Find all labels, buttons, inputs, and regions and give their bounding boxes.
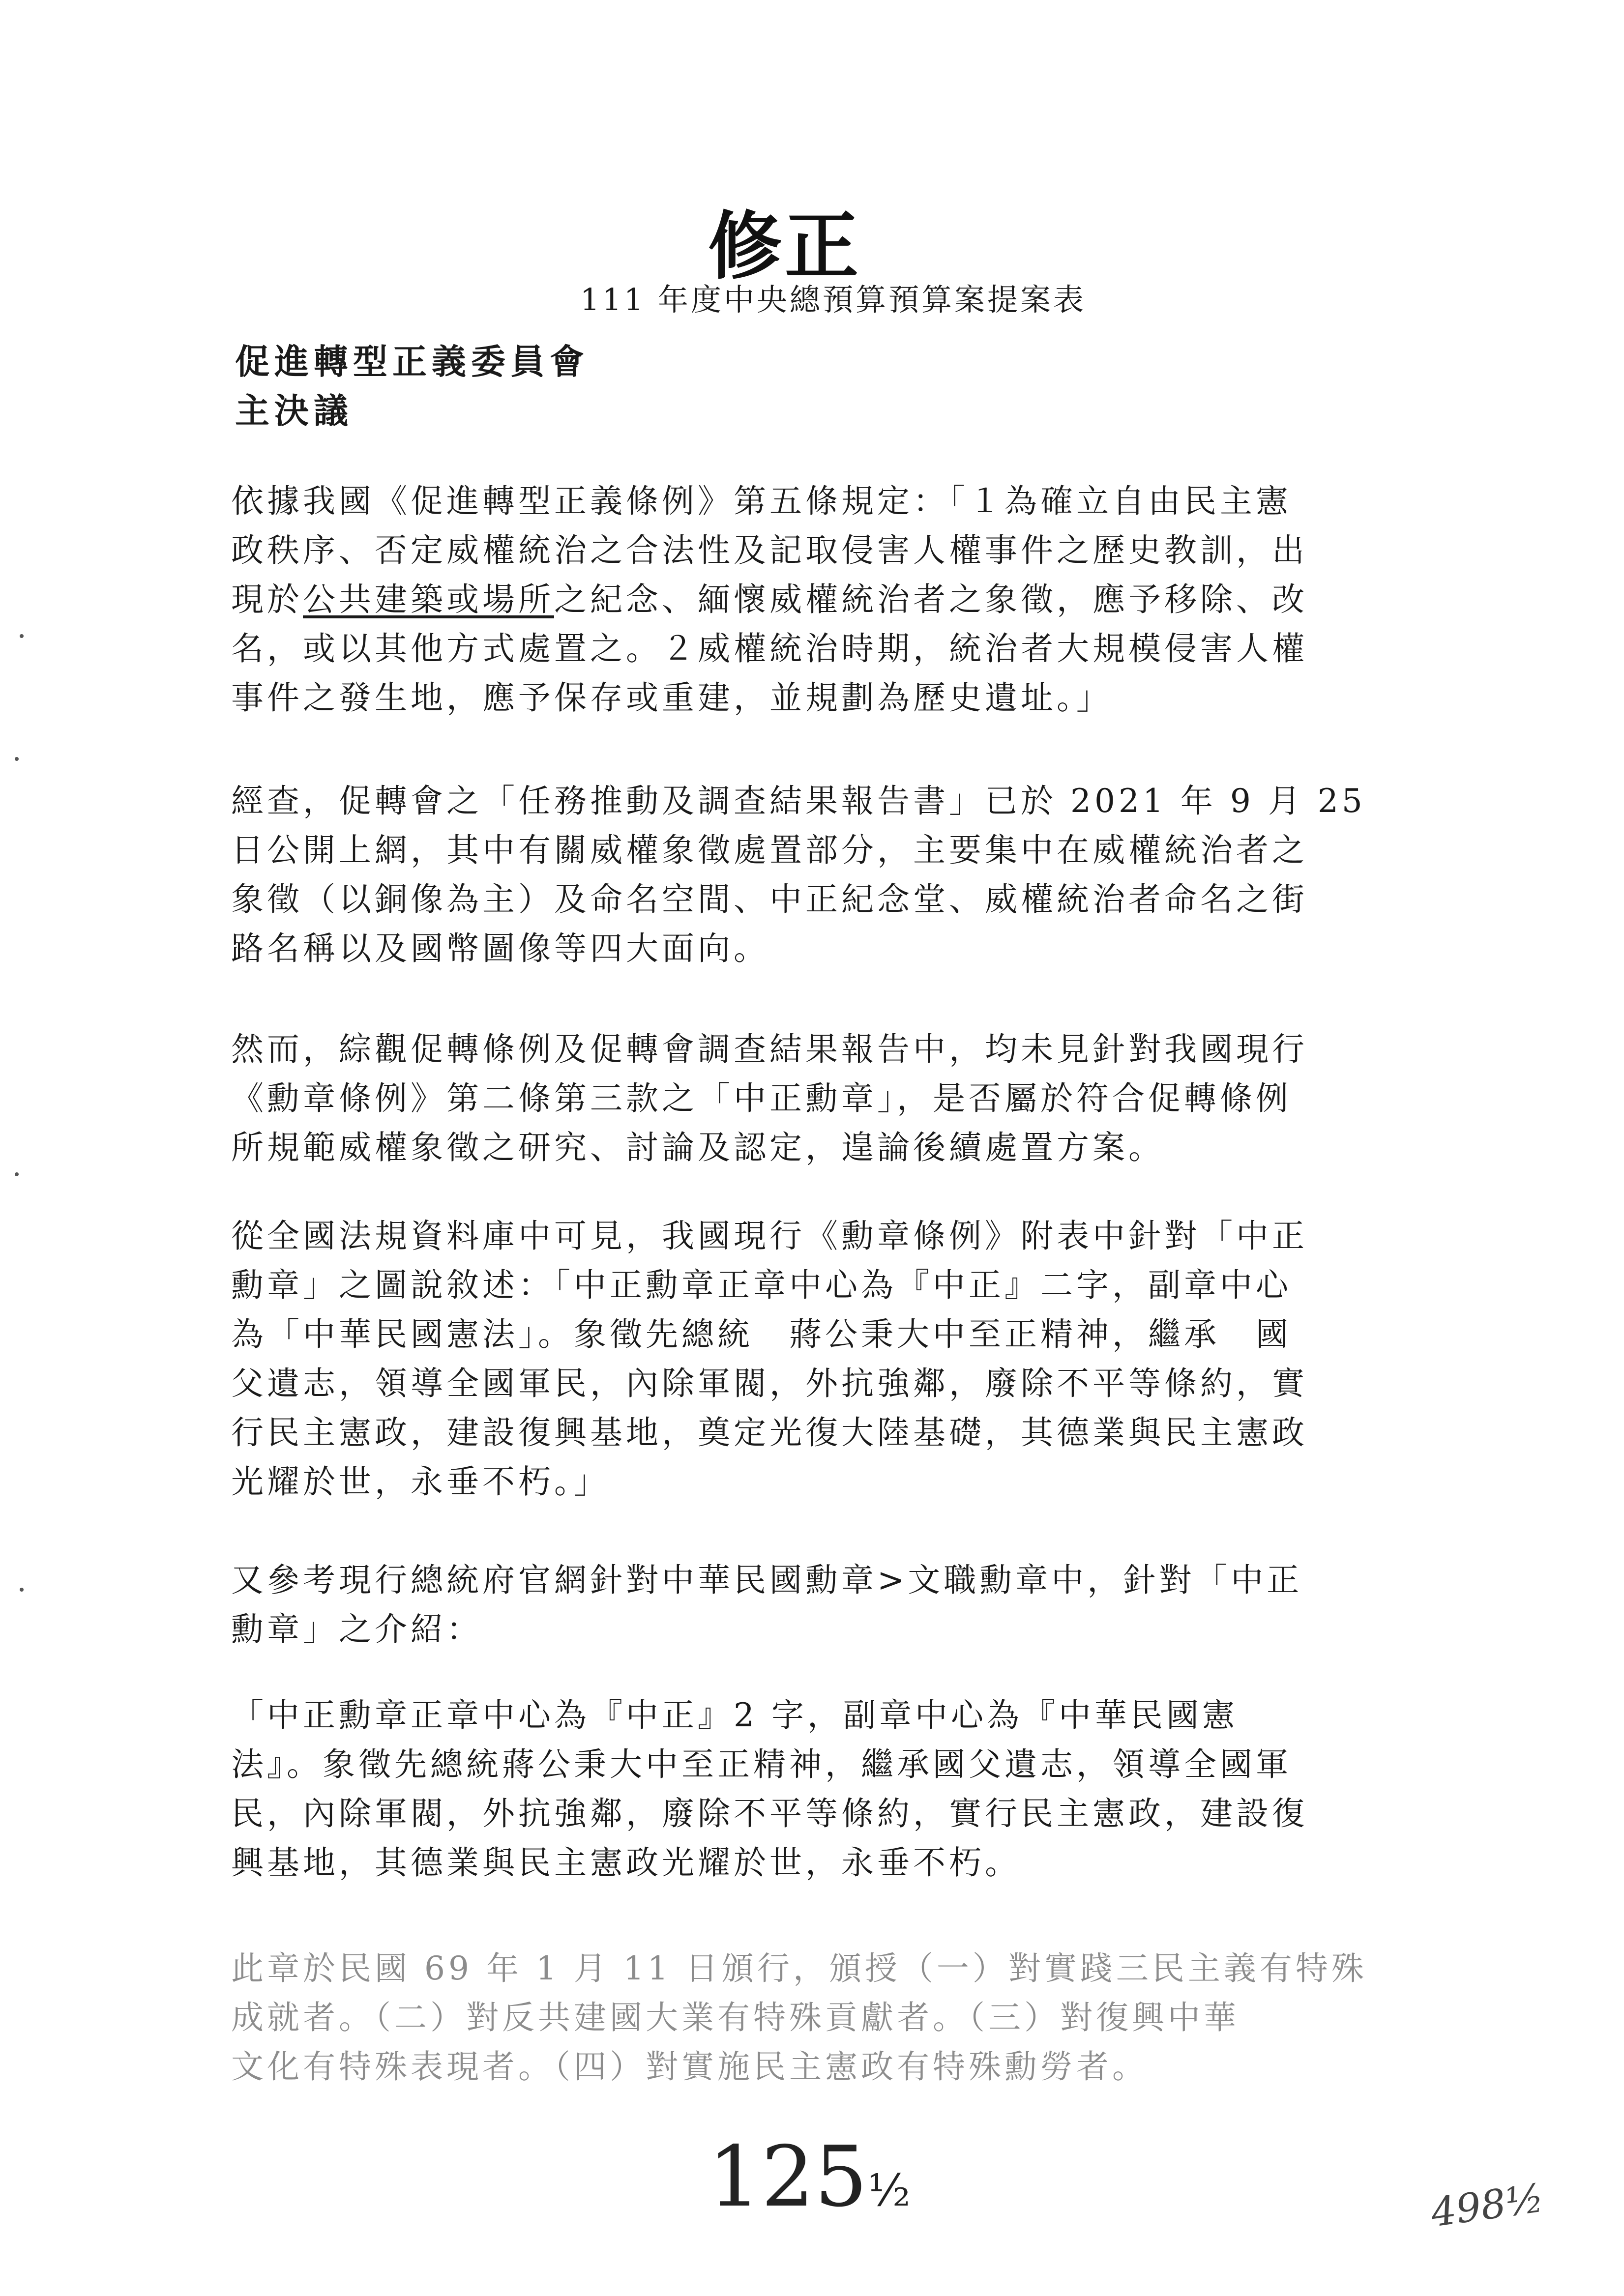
- text-segment: 現於: [231, 581, 303, 618]
- text-line: 勳章」之介紹：: [231, 1610, 482, 1648]
- text-line: 經查，促轉會之「任務推動及調查結果報告書」已於 2021 年 9 月 25: [231, 782, 1366, 820]
- page-number: 125½: [708, 2128, 911, 2226]
- text-line: 日公開上網，其中有關威權象徵處置部分，主要集中在威權統治者之: [231, 831, 1308, 869]
- text-line: 此章於民國 69 年 1 月 11 日頒行，頒授（一）對實踐三民主義有特殊: [231, 1949, 1367, 1987]
- paragraph-medal-question: [231, 1025, 1396, 1172]
- scan-speck: [20, 634, 24, 638]
- text-line: 興基地，其德業與民主憲政光耀於世，永垂不朽。: [231, 1844, 1021, 1882]
- text-line: 文化有特殊表現者。（四）對實施民主憲政有特殊勳勞者。: [231, 2048, 1148, 2086]
- scan-speck: [15, 757, 19, 761]
- paragraph-article-five: [231, 477, 1396, 723]
- text-line: 所規範威權象徵之研究、討論及認定，遑論後續處置方案。: [231, 1129, 1164, 1166]
- scan-speck: [15, 1172, 19, 1176]
- text-line: 為「中華民國憲法」。象徵先總統 蔣公秉大中至正精神，繼承 國: [231, 1315, 1292, 1353]
- text-line: [231, 575, 1396, 624]
- text-line: 政秩序、否定威權統治之合法性及記取侵害人權事件之歷史教訓，出: [231, 531, 1308, 569]
- text-line: 象徵（以銅像為主）及命名空間、中正紀念堂、威權統治者命名之街: [231, 880, 1308, 918]
- paragraph-president-office: [231, 1556, 1396, 1654]
- text-line: 路名稱以及國幣圖像等四大面向。: [231, 930, 769, 967]
- text-segment: 之紀念、緬懷威權統治者之象徵，應予移除、改: [554, 581, 1308, 618]
- text-line: 民，內除軍閥，外抗強鄰，廢除不平等條約，實行民主憲政，建設復: [231, 1795, 1308, 1832]
- paragraph-law-database: [231, 1212, 1396, 1507]
- resolution-label: 主決議: [235, 390, 353, 431]
- text-line: 行民主憲政，建設復興基地，奠定光復大陸基礎，其德業與民主憲政: [231, 1414, 1308, 1452]
- text-line: 又參考現行總統府官網針對中華民國勳章>文職勳章中，針對「中正: [231, 1561, 1303, 1599]
- text-line: 然而，綜觀促轉條例及促轉會調查結果報告中，均未見針對我國現行: [231, 1030, 1308, 1068]
- revision-stamp: 修正: [708, 203, 862, 290]
- paragraph-medal-quote: [231, 1691, 1396, 1888]
- text-line: 父遺志，領導全國軍民，內除軍閥，外抗強鄰，廢除不平等條約，實: [231, 1365, 1308, 1402]
- paragraph-award-criteria: [231, 1944, 1396, 2092]
- scan-speck: [20, 1588, 24, 1592]
- text-line: 成就者。（二）對反共建國大業有特殊貢獻者。（三）對復興中華: [231, 1999, 1240, 2036]
- text-line: 法』。象徵先總統蔣公秉大中至正精神，繼承國父遺志，領導全國軍: [231, 1745, 1292, 1783]
- committee-name: 促進轉型正義委員會: [235, 341, 589, 382]
- text-line: 「中正勳章正章中心為『中正』2 字，副章中心為『中華民國憲: [231, 1696, 1238, 1734]
- text-line: 勳章」之圖說敘述：「中正勳章正章中心為『中正』二字，副章中心: [231, 1266, 1292, 1304]
- text-line: 依據我國《促進轉型正義條例》第五條規定：「１為確立自由民主憲: [231, 482, 1292, 520]
- document-title: 111 年度中央總預算預算案提案表: [580, 282, 1087, 318]
- text-line: 光耀於世，永垂不朽。」: [231, 1463, 610, 1501]
- text-line: 事件之發生地，應予保存或重建，並規劃為歷史遺址。」: [231, 679, 1112, 717]
- handwritten-page-number: 498½: [1428, 2175, 1547, 2236]
- paragraph-report-review: [231, 777, 1396, 973]
- underlined-phrase: 公共建築或場所: [303, 581, 554, 618]
- text-line: 從全國法規資料庫中可見，我國現行《勳章條例》附表中針對「中正: [231, 1217, 1308, 1255]
- text-line: 《勳章條例》第二條第三款之「中正勳章」，是否屬於符合促轉條例: [231, 1079, 1292, 1117]
- text-line: 名，或以其他方式處置之。２威權統治時期，統治者大規模侵害人權: [231, 630, 1308, 668]
